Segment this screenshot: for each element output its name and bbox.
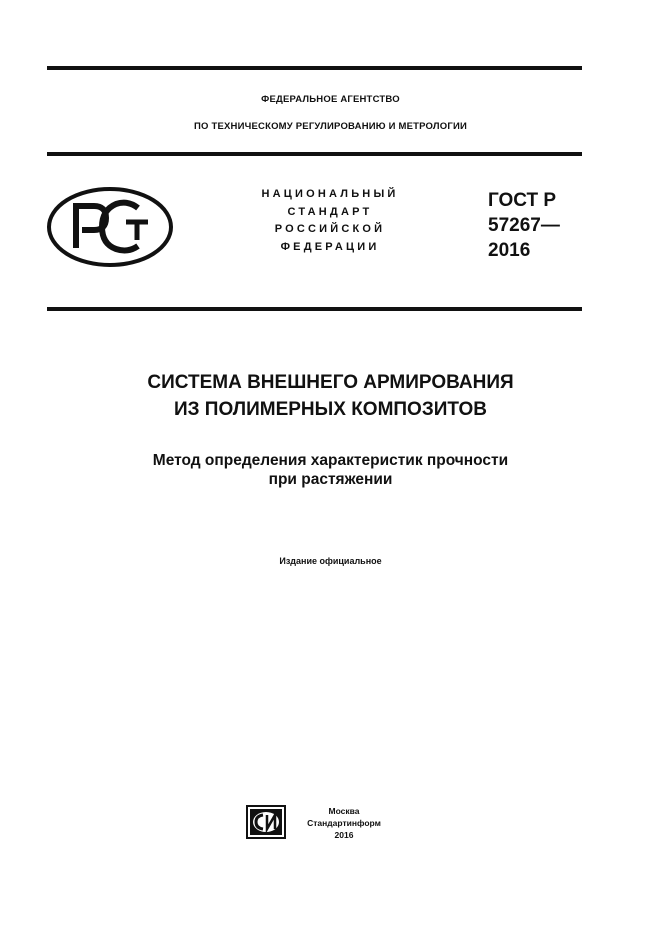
subtitle-line-1: Метод определения характеристик прочности	[152, 452, 509, 469]
publisher-block	[294, 805, 394, 841]
gost-line-2: 57267—	[488, 215, 560, 236]
edition-label: Издание официальное	[279, 556, 382, 566]
national-line-1: НАЦИОНАЛЬНЫЙ	[261, 188, 399, 200]
rst-certification-mark-icon	[46, 186, 174, 268]
publisher-year: 2016	[334, 830, 354, 840]
agency-line-2: ПО ТЕХНИЧЕСКОМУ РЕГУЛИРОВАНИЮ И МЕТРОЛОГИИ	[194, 121, 467, 132]
publisher-name: Стандартинформ	[307, 818, 381, 828]
national-standard-block	[230, 186, 430, 256]
standartinform-logo-icon	[246, 805, 286, 839]
title-line-1: СИСТЕМА ВНЕШНЕГО АРМИРОВАНИЯ	[147, 372, 514, 393]
gost-line-1: ГОСТ Р	[488, 190, 557, 211]
national-line-4: ФЕДЕРАЦИИ	[280, 240, 380, 253]
standard-divider	[47, 307, 582, 311]
gost-line-3: 2016	[488, 240, 531, 261]
national-line-3: РОССИЙСКОЙ	[274, 223, 386, 235]
header-divider	[47, 152, 582, 156]
publisher-city: Москва	[328, 806, 360, 816]
document-title	[0, 369, 661, 423]
top-divider	[47, 66, 582, 70]
national-line-2: СТАНДАРТ	[287, 205, 373, 218]
title-line-2: ИЗ ПОЛИМЕРНЫХ КОМПОЗИТОВ	[173, 399, 488, 420]
agency-line-1: ФЕДЕРАЛЬНОЕ АГЕНТСТВО	[261, 94, 400, 105]
subtitle-line-2: при растяжении	[268, 471, 393, 488]
gost-number	[488, 188, 560, 263]
document-subtitle	[0, 451, 661, 489]
